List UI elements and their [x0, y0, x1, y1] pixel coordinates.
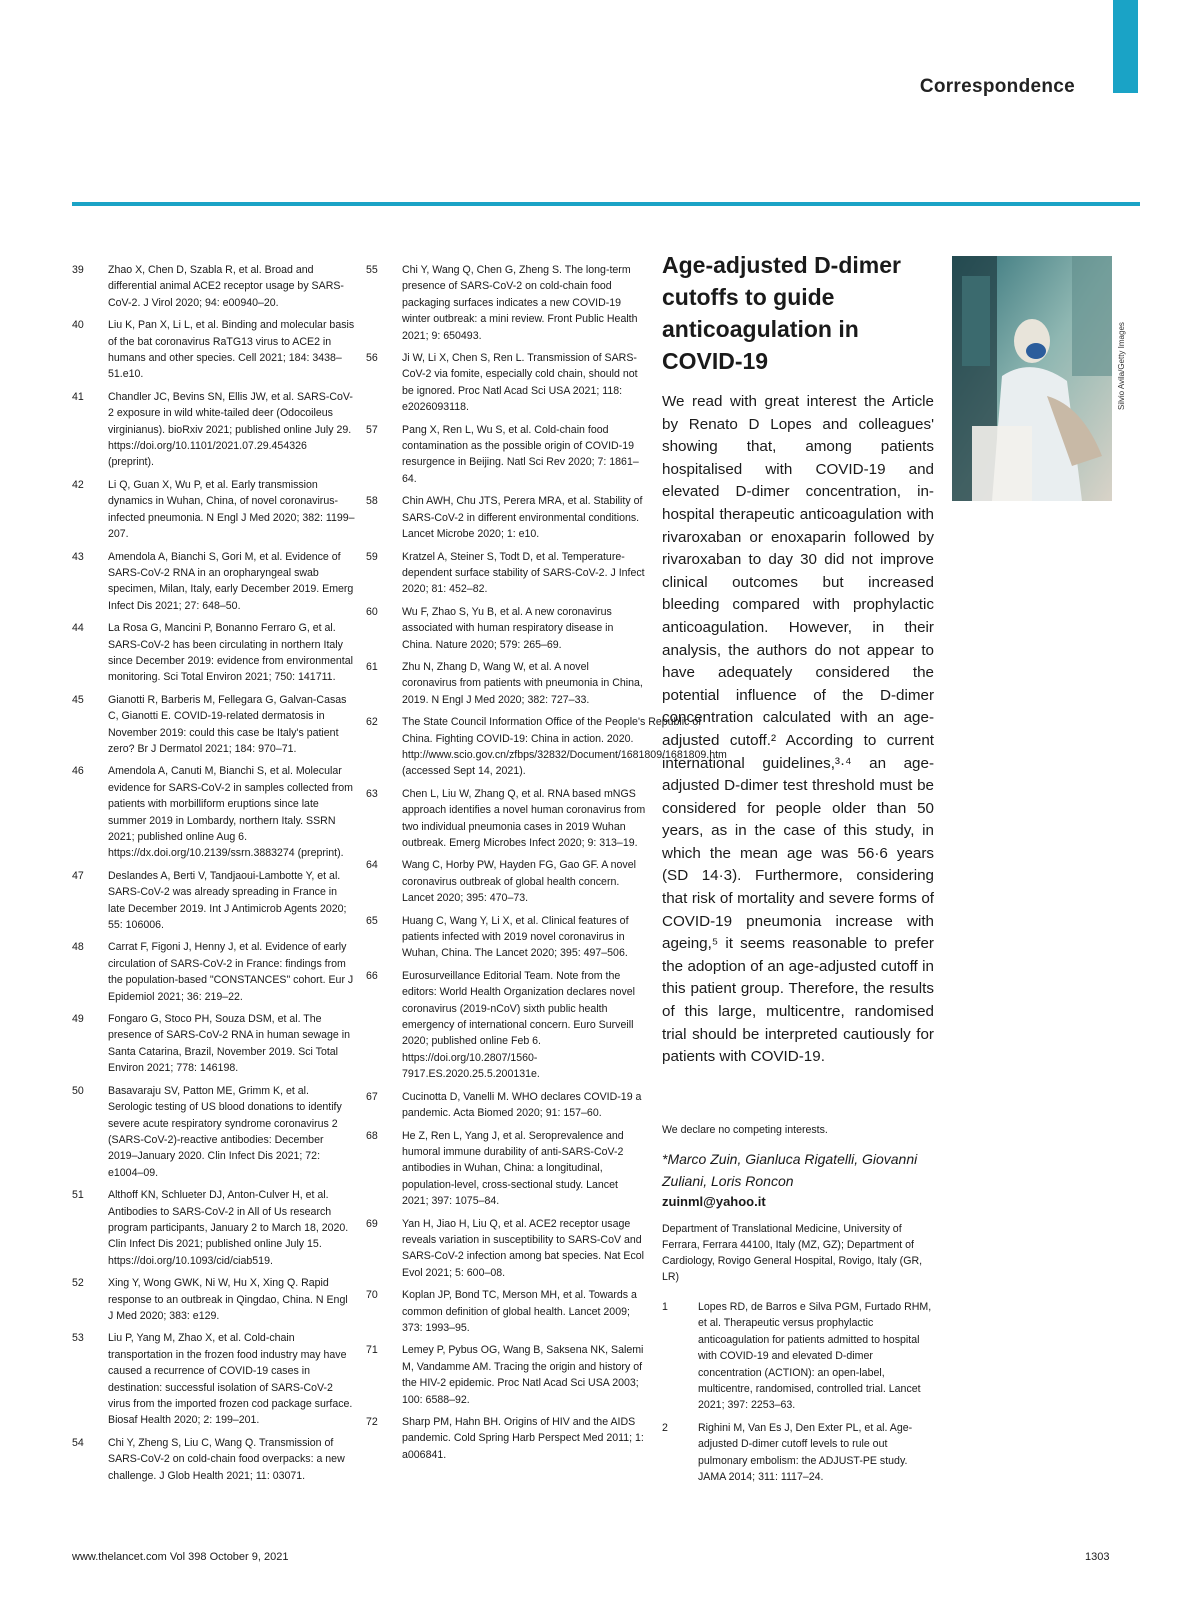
section-color-tab [1113, 0, 1138, 93]
page-number: 1303 [1085, 1551, 1110, 1563]
reference-text: Liu P, Yang M, Zhao X, et al. Cold-chain transportation in the frozen food industry may have caused a recurrence of COVID-19 cases in destination: successful isolation of SARS-CoV-2 virus from the imported frozen cod package surface. Biosaf Health 2020; 2: 199–201. [108, 1332, 353, 1427]
reference-number: 71 [366, 1344, 378, 1357]
reference-number: 69 [366, 1217, 378, 1230]
reference-number: 49 [72, 1013, 84, 1026]
reference-number: 48 [72, 941, 84, 954]
reference-text: Pang X, Ren L, Wu S, et al. Cold-chain food contamination as the possible origin of COVID-19 resurgence in Beijing. Natl Sci Rev 2020; 7: 1861–64. [402, 423, 639, 485]
reference-item [72, 692, 355, 758]
reference-item [366, 714, 727, 780]
reference-number: 41 [72, 390, 84, 403]
reference-item [662, 1299, 934, 1414]
photo-credit: Silvio Avila/Getty Images [1117, 322, 1126, 410]
reference-item [366, 350, 646, 416]
reference-number: 51 [72, 1189, 84, 1202]
reference-text: Wu F, Zhao S, Yu B, et al. A new coronavirus associated with human respiratory disease in China. Nature 2020; 579: 265–69. [402, 605, 614, 651]
reference-item [366, 493, 646, 542]
reference-text: Chandler JC, Bevins SN, Ellis JW, et al. SARS-CoV-2 exposure in wild white-tailed deer (Odocoileus virginianus). bioRxiv 2021; published online July 29. https://doi.org/10.1101/2021.07.29.454326 (preprint). [108, 390, 353, 469]
reference-text: Ji W, Li X, Chen S, Ren L. Transmission of SARS-CoV-2 via fomite, especially cold chain, should not be ignored. Proc Natl Acad Sci USA 2021; 118: e2026093118. [402, 352, 638, 414]
reference-number: 67 [366, 1090, 378, 1103]
article-references [662, 1299, 934, 1491]
reference-number: 43 [72, 550, 84, 563]
reference-text: Amendola A, Bianchi S, Gori M, et al. Evidence of SARS-CoV-2 RNA in an oropharyngeal swab specimen, Milan, Italy, early December 2019. Emerg Infect Dis 2021; 27: 648–50. [108, 550, 354, 612]
reference-number: 52 [72, 1277, 84, 1290]
reference-text: Wang C, Horby PW, Hayden FG, Gao GF. A novel coronavirus outbreak of global health concern. Lancet 2020; 395: 470–73. [402, 859, 636, 905]
reference-number: 42 [72, 478, 84, 491]
reference-item [366, 1216, 646, 1282]
reference-text: Lemey P, Pybus OG, Wang B, Saksena NK, Salemi M, Vandamme AM. Tracing the origin and history of the HIV-2 epidemic. Proc Natl Acad Sci USA 2003; 100: 6588–92. [402, 1344, 644, 1406]
reference-item [72, 1187, 355, 1269]
reference-number: 59 [366, 550, 378, 563]
reference-item [72, 1083, 355, 1181]
reference-text: Sharp PM, Hahn BH. Origins of HIV and the AIDS pandemic. Cold Spring Harb Perspect Med 2011; 1: a006841. [402, 1416, 644, 1461]
article-photo [952, 256, 1112, 501]
article-body: We read with great interest the Article by Renato D Lopes and colleagues' showing that, among patients hospitalised with COVID-19 and elevated D-dimer concentration, in-hospital therapeutic anticoagulation with rivaroxaban or enoxaparin followed by rivaroxaban to day 30 did not improve clinical outcomes but increased bleeding compared with prophylactic anticoagulation. However, in their analysis, the authors do not appear to have adequately considered the potential influence of the D-dimer concentration calculated with an age-adjusted cutoff.² According to current international guidelines,³·⁴ an age-adjusted D-dimer test threshold must be considered for people older than 50 years, as in the case of this study, in which the mean age was 56·6 years (SD 14·3). Furthermore, considering that risk of mortality and severe forms of COVID-19 pneumonia increase with ageing,⁵ it seems reasonable to prefer the adoption of an age-adjusted cutoff in this patient group. Therefore, the results of this large, multicentre, randomised trial should be interpreted cautiously for patients with COVID-19. [662, 393, 934, 1066]
reference-item [72, 939, 355, 1005]
reference-item [366, 913, 646, 962]
reference-number: 65 [366, 914, 378, 927]
reference-item [366, 1089, 646, 1122]
reference-text: Chi Y, Zheng S, Liu C, Wang Q. Transmission of SARS-CoV-2 on cold-chain food overpacks: a new challenge. J Glob Health 2021; 11: 03071. [108, 1436, 345, 1482]
reference-item [72, 763, 355, 861]
reference-item [662, 1420, 934, 1486]
reference-item [366, 1287, 646, 1336]
reference-item [366, 659, 646, 708]
reference-number: 39 [72, 264, 84, 276]
reference-text: Huang C, Wang Y, Li X, et al. Clinical features of patients infected with 2019 novel coronavirus in Wuhan, China. The Lancet 2020; 395: 497–506. [402, 914, 629, 960]
reference-number: 44 [72, 622, 84, 635]
reference-number: 68 [366, 1129, 378, 1142]
section-label: Correspondence [919, 76, 1075, 97]
reference-item [366, 1128, 646, 1210]
reference-number: 70 [366, 1289, 378, 1302]
reference-number: 63 [366, 787, 378, 800]
reference-item [366, 786, 646, 852]
competing-interests: We declare no competing interests. [662, 1124, 828, 1136]
reference-item [366, 1342, 646, 1408]
reference-text: Amendola A, Canuti M, Bianchi S, et al. Molecular evidence for SARS-CoV-2 in samples collected from patients with morbilliform eruptions since late summer 2019 in Lombardy, northern Italy. SSRN 2021; published online Aug 6. https://dx.doi.org/10.2139/ssrn.3883274 (preprint). [108, 765, 353, 860]
author-email-link[interactable]: zuinml@yahoo.it [662, 1194, 766, 1209]
reference-text: Gianotti R, Barberis M, Fellegara G, Galvan-Casas C, Gianotti E. COVID-19-related dermatosis in November 2019: could this case be Italy's patient zero? Br J Dermatol 2021; 184: 970–71. [108, 693, 347, 755]
reference-number: 58 [366, 495, 378, 508]
reference-text: Kratzel A, Steiner S, Todt D, et al. Temperature-dependent surface stability of SARS-CoV-2. J Infect 2020; 81: 452–82. [402, 550, 645, 596]
reference-text: Basavaraju SV, Patton ME, Grimm K, et al. Serologic testing of US blood donations to identify severe acute respiratory syndrome coronavirus 2 (SARS-CoV-2)-reactive antibodies: December 2019–January 2020. Clin Infect Dis 2021; 72: e1004–09. [108, 1084, 342, 1179]
reference-item [72, 389, 355, 471]
reference-item [72, 1011, 355, 1077]
reference-number: 50 [72, 1084, 84, 1097]
reference-item [72, 1330, 355, 1428]
reference-number: 66 [366, 969, 378, 982]
reference-text: Althoff KN, Schlueter DJ, Anton-Culver H, et al. Antibodies to SARS-CoV-2 in All of Us research program participants, January 2 to March 18, 2020. Clin Infect Dis 2021; published online July 15. https://doi.org/10.1093/cid/ciab519. [108, 1189, 349, 1267]
reference-number: 2 [662, 1421, 668, 1434]
reference-text: Cucinotta D, Vanelli M. WHO declares COVID-19 a pandemic. Acta Biomed 2020; 91: 157–60. [402, 1090, 642, 1120]
reference-number: 61 [366, 660, 378, 673]
reference-text: Eurosurveillance Editorial Team. Note from the editors: World Health Organization declares novel coronavirus (2019-nCoV) sixth public health emergency of international concern. Euro Surveill 2020; published online Feb 6. https://doi.org/10.2807/1560-7917.ES.2020.25.5.200131e. [402, 969, 635, 1081]
reference-text: Zhu N, Zhang D, Wang W, et al. A novel coronavirus from patients with pneumonia in China, 2019. N Engl J Med 2020; 382: 727–33. [402, 660, 643, 706]
reference-number: 55 [366, 264, 378, 276]
reference-item [366, 422, 646, 488]
reference-text: Zhao X, Chen D, Szabla R, et al. Broad and differential animal ACE2 receptor usage by SARS-CoV-2. J Virol 2020; 94: e00940–20. [108, 264, 344, 309]
reference-text: Chi Y, Wang Q, Chen G, Zheng S. The long-term presence of SARS-CoV-2 on cold-chain food packaging surfaces indicates a new COVID-19 winter outbreak: a mini review. Front Public Health 2021; 9: 650493. [402, 264, 638, 342]
reference-item [366, 604, 646, 653]
reference-text: The State Council Information Office of the People's Republic of China. Fighting COVID-19: China in action. 2020. http://www.scio.gov.cn/zfbps/32832/Document/1681809/1681809.htm (accessed Sept 14, 2021). [402, 716, 727, 778]
reference-number: 53 [72, 1332, 84, 1345]
reference-number: 64 [366, 859, 378, 872]
reference-text: Liu K, Pan X, Li L, et al. Binding and molecular basis of the bat coronavirus RaTG13 virus to ACE2 in humans and other species. Cell 2021; 184: 3438–51.e10. [108, 319, 355, 381]
reference-number: 57 [366, 423, 378, 436]
reference-number: 56 [366, 352, 378, 365]
reference-item [72, 549, 355, 615]
reference-item [366, 549, 646, 598]
reference-text: La Rosa G, Mancini P, Bonanno Ferraro G, et al. SARS-CoV-2 has been circulating in northern Italy since December 2019: evidence from environmental monitoring. Sci Total Environ 2021; 750: 141711. [108, 622, 353, 684]
reference-item [366, 1414, 646, 1463]
reference-item [72, 1275, 355, 1324]
reference-number: 72 [366, 1416, 378, 1428]
reference-item [366, 262, 646, 344]
header-rule [72, 202, 1140, 206]
reference-number: 46 [72, 765, 84, 778]
article-title: Age-adjusted D-dimer cutoffs to guide anticoagulation in COVID-19 [662, 252, 901, 374]
reference-text: Chen L, Liu W, Zhang Q, et al. RNA based mNGS approach identifies a novel human coronavirus from two individual pneumonia cases in 2019 Wuhan outbreak. Emerg Microbes Infect 2020; 9: 313–19. [402, 787, 646, 849]
reference-number: 62 [366, 716, 378, 729]
footer-journal-info: www.thelancet.com Vol 398 October 9, 2021 [72, 1551, 289, 1563]
reference-number: 40 [72, 319, 84, 332]
reference-text: Righini M, Van Es J, Den Exter PL, et al. Age-adjusted D-dimer cutoff levels to rule out pulmonary embolism: the ADJUST-PE study. JAMA 2014; 311: 1117–24. [698, 1421, 913, 1484]
reference-item [366, 857, 646, 906]
reference-text: Carrat F, Figoni J, Henny J, et al. Evidence of early circulation of SARS-CoV-2 in France: findings from the population-based "CONSTANCES" cohort. Eur J Epidemiol 2021; 36: 219–22. [108, 941, 354, 1003]
reference-text: Fongaro G, Stoco PH, Souza DSM, et al. The presence of SARS-CoV-2 RNA in human sewage in Santa Catarina, Brazil, November 2019. Sci Total Environ 2021; 778: 146198. [108, 1013, 351, 1075]
reference-item [366, 968, 646, 1083]
reference-text: Chin AWH, Chu JTS, Perera MRA, et al. Stability of SARS-CoV-2 in different environmental conditions. Lancet Microbe 2020; 1: e10. [402, 495, 643, 541]
reference-number: 47 [72, 869, 84, 882]
reference-text: Li Q, Guan X, Wu P, et al. Early transmission dynamics in Wuhan, China, of novel coronavirus-infected pneumonia. N Engl J Med 2020; 382: 1199–207. [108, 478, 355, 541]
reference-item [72, 262, 355, 311]
reference-item [72, 620, 355, 686]
reference-item [72, 1435, 355, 1484]
reference-item [72, 477, 355, 543]
references-column-1 [72, 262, 355, 1490]
reference-number: 45 [72, 693, 84, 706]
author-list: *Marco Zuin, Gianluca Rigatelli, Giovanni Zuliani, Loris Roncon [662, 1151, 918, 1189]
reference-number: 54 [72, 1436, 84, 1449]
reference-number: 60 [366, 605, 378, 618]
reference-text: Yan H, Jiao H, Liu Q, et al. ACE2 receptor usage reveals variation in susceptibility to SARS-CoV and SARS-CoV-2 infection among bat species. Nat Ecol Evol 2021; 5: 600–08. [402, 1217, 645, 1279]
reference-item [72, 317, 355, 383]
reference-text: Lopes RD, de Barros e Silva PGM, Furtado RHM, et al. Therapeutic versus prophylactic anticoagulation for patients admitted to hospital with COVID-19 and elevated D-dimer concentration (ACTION): an open-label, multicentre, randomised, controlled trial. Lancet 2021; 397: 2253–63. [698, 1301, 932, 1412]
reference-text: Xing Y, Wong GWK, Ni W, Hu X, Xing Q. Rapid response to an outbreak in Qingdao, China. N Engl J Med 2020; 383: e129. [108, 1277, 348, 1322]
reference-text: He Z, Ren L, Yang J, et al. Seroprevalence and humoral immune durability of anti-SARS-CoV-2 antibodies in Wuhan, China: a longitudinal, population-level, cross-sectional study. Lancet 2021; 397: 1075–84. [402, 1129, 624, 1208]
reference-text: Deslandes A, Berti V, Tandjaoui-Lambotte Y, et al. SARS-CoV-2 was already spreading in France in late December 2019. Int J Antimicrob Agents 2020; 55: 106006. [108, 869, 347, 932]
reference-item [72, 868, 355, 934]
reference-number: 1 [662, 1301, 668, 1313]
affiliations: Department of Translational Medicine, University of Ferrara, Ferrara 44100, Italy (MZ, GZ); Department of Cardiology, Rovigo General Hospital, Rovigo, Italy (GR, LR) [662, 1223, 923, 1283]
reference-text: Koplan JP, Bond TC, Merson MH, et al. Towards a common definition of global health. Lancet 2009; 373: 1993–95. [402, 1289, 637, 1334]
